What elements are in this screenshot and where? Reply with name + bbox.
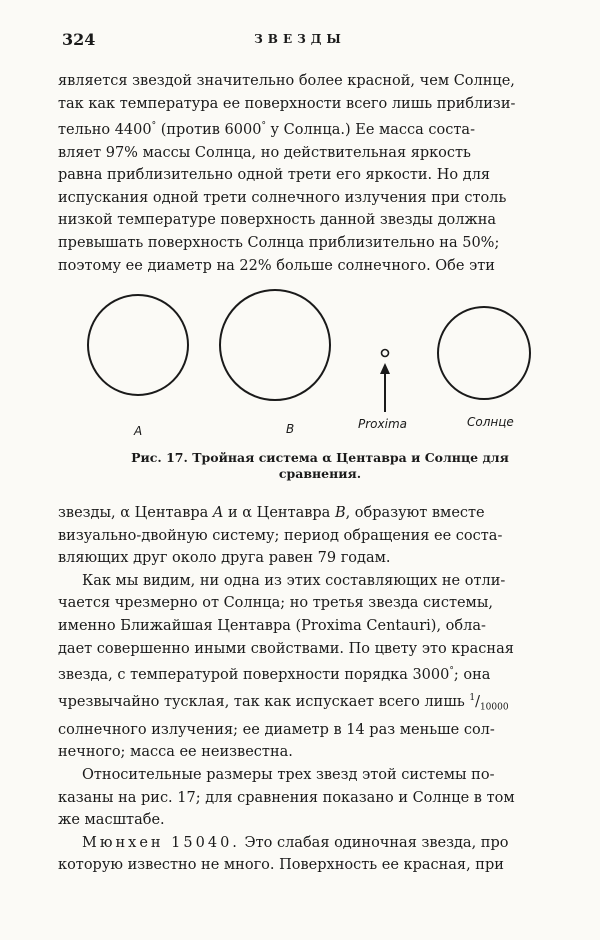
text-line: является звездой значительно более красной, чем Солнце, (58, 73, 515, 89)
running-title: ЗВЕЗДЫ (254, 32, 346, 46)
text-span: и α Центавра (223, 505, 335, 521)
text-span: тельно 4400 (58, 122, 152, 139)
text-line: казаны на рис. 17; для сравнения показано и Солнце в том (58, 789, 515, 806)
text-line: равна приблизительно одной трети его яркости. Но для (58, 167, 491, 184)
text-span: звезда, с температурой поверхности порядка 3000 (58, 666, 450, 683)
text-line: так как температура ее поверхности всего лишь приблизи- (58, 95, 516, 112)
degree-sign: ° (449, 666, 454, 677)
label-sun: Солнце (467, 415, 514, 429)
text-line (58, 660, 570, 686)
proxima-arrowhead (380, 363, 390, 374)
text-span: звезды, α Центавра (58, 505, 213, 521)
figure-diagram (60, 280, 570, 440)
text-line: солнечного излучения; ее диаметр в 14 раз меньше сол- (58, 721, 495, 738)
text-span: у Солнца.) Ее масса соста- (265, 122, 475, 139)
text-line (58, 502, 570, 525)
text-line: поэтому ее диаметр на 22% больше солнечного. Обе эти (58, 257, 495, 274)
text-line: же масштабе. (58, 812, 165, 829)
text-line: вляющих друг около друга равен 79 годам. (58, 550, 391, 567)
text-line (58, 832, 570, 855)
text-span: ; она (453, 666, 491, 683)
sun-circle (438, 307, 530, 399)
star-name: Мюнхен 15040. (82, 834, 240, 851)
text-span: A (212, 505, 224, 521)
label-proxima: Proxima (358, 417, 407, 431)
page-number: 324 (62, 30, 96, 49)
degree-sign: ° (151, 121, 157, 132)
figure-17 (60, 280, 570, 440)
text-line: вляет 97% массы Солнца, но действительная яркость (58, 144, 471, 161)
star-a-circle (88, 295, 188, 395)
star-b-circle (220, 290, 330, 400)
text-span: , образуют вместе (345, 505, 485, 521)
text-span: чрезвычайно тусклая, так как испускает всего лишь (58, 693, 470, 710)
text-span: Это слабая одиночная звезда, про (239, 834, 509, 851)
text-line (58, 115, 570, 141)
figure-caption: Рис. 17. Тройная система α Центавра и Солнце для сравнения. (131, 450, 509, 481)
text-line: дает совершенно иными свойствами. По цвету это красная (58, 640, 514, 657)
body-text-2 (58, 502, 570, 877)
text-line: которую известно не много. Поверхность ее красная, при (58, 857, 504, 874)
text-line: Как мы видим, ни одна из этих составляющих не отли- (82, 572, 506, 589)
fraction-denominator: 10000 (479, 702, 509, 713)
text-line: визуально-двойную систему; период обращения ее соста- (58, 527, 503, 544)
label-b: B (286, 422, 295, 436)
text-line: испускания одной трети солнечного излучения при столь (58, 189, 507, 206)
degree-sign: ° (261, 121, 266, 132)
text-line: чается чрезмерно от Солнца; но третья звезда системы, (58, 595, 493, 612)
fraction-numerator: 1 (469, 692, 476, 703)
text-span: (против 6000 (156, 122, 262, 139)
text-line: чрезвычайно тусклая, так как испускает всего лишь $^1/_{10000}$ (58, 692, 509, 713)
text-line: именно Ближайшая Центавра (Proxima Centauri), обла- (58, 617, 486, 634)
text-line: нечного; масса ее неизвестна. (58, 744, 293, 761)
text-line: превышать поверхность Солнца приблизительно на 50%; (58, 234, 500, 251)
proxima-circle (382, 350, 389, 357)
text-line: Относительные размеры трех звезд этой системы по- (82, 767, 495, 784)
paragraph-1 (58, 70, 570, 277)
label-a: A (134, 424, 143, 438)
text-span: B (334, 505, 346, 521)
text-line: низкой температуре поверхность данной звезды должна (58, 212, 497, 229)
